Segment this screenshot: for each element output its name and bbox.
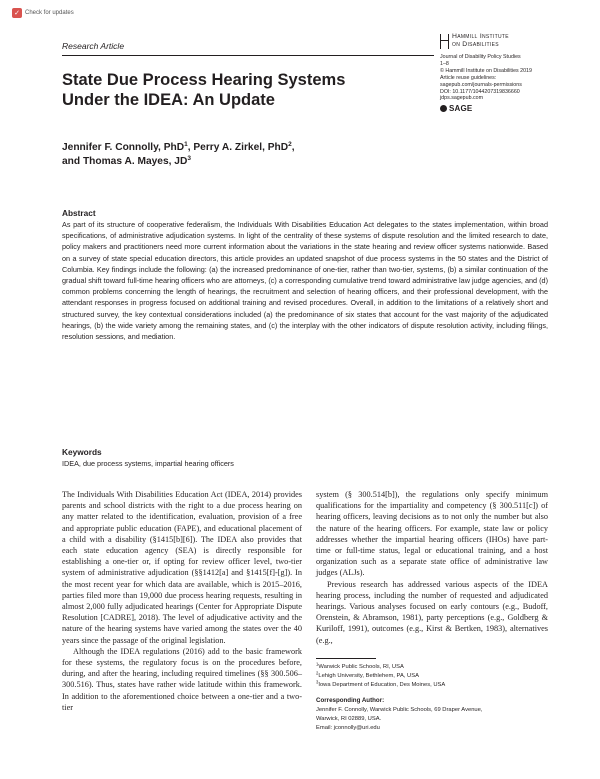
author-name: Thomas A. Mayes, JD (82, 156, 188, 167)
author-name: Perry A. Zirkel, PhD (193, 142, 289, 153)
corresponding-author-line: Jennifer F. Connolly, Warwick Public Schools, 69 Draper Avenue, (316, 707, 483, 713)
affiliation-item: $^3$Iowa Department of Education, Des Moines, USA (316, 679, 446, 688)
article-title: State Due Process Hearing Systems Under the IDEA: An Update (62, 71, 346, 109)
author-affiliation-mark: 2 (288, 141, 292, 148)
article-type: Research Article (62, 41, 125, 51)
check-for-updates-badge[interactable] (12, 8, 74, 18)
check-for-updates-label: Check for updates (25, 10, 74, 16)
crossmark-icon: ✓ (12, 8, 22, 18)
sage-logo-icon (440, 105, 447, 112)
keywords-text: IDEA, due process systems, impartial hearing officers (62, 459, 234, 468)
abstract-text: As part of its structure of cooperative federalism, the Individuals With Disabilities Education Act delegates to the states implementation, within broad specifications, of administrative adjudication systems. In light of the centrality of these systems of dispute resolution and the limited research to date, policy makers and practitioners need more current information about the variations in the state hearing and review officer systems nationwide. Based on a survey of state special education directors, this article provides an updated snapshot of due process systems in the 50 states and the District of Columbia. Key findings include the following: (a) the increased predominance of one-tier, rather than two-tier, systems, (b) a similar continuation of the gradual shift toward full-time hearing officers who are attorneys, (c) a corresponding cumulative trend toward administrative law judge agencies, and (d) common problems concerning the length of hearings, the recruitment and selection of hearing officers, and their professional development, with the attendant responses in progress focused on additional training and revised procedures. Overall, in addition to the limitations of a relatively short and structured survey, the key contextual considerations included (a) the predominance of six states that account for the vast majority of the adjudicated hearings, (b) the wide variety among the remaining states, and (c) the interplay with the other indicators of dispute resolution activity, including filings, resolution sessions, and mediation. (62, 220, 548, 342)
publisher-line-2: on Disabilities (452, 41, 499, 48)
author-affiliation-mark: 1 (184, 141, 188, 148)
hammill-institute-icon (440, 34, 449, 49)
body-paragraph: Previous research has addressed various aspects of the IDEA hearing process, including the number of requested and adjudicated hearings. Various analyses focused on early contours (e.g., Budoff, Orenstein, & Abramson, 1981), party perceptions (e.g., Goldberg & Kuriloff, 1991), outcomes (e.g., Kirst & Bertken, 1983), alternatives (e.g., (316, 579, 548, 645)
footnote-divider (316, 658, 376, 659)
publisher-line-1: Hammill Institute (452, 33, 509, 40)
corresponding-author-details (316, 706, 556, 732)
journal-copyright: © Hammill Institute on Disabilities 2019 (440, 67, 532, 74)
corresponding-author-heading: Corresponding Author: (316, 697, 385, 704)
body-column-right (316, 489, 548, 646)
reuse-guidelines-label: Article reuse guidelines: (440, 74, 497, 81)
body-paragraph: Although the IDEA regulations (2016) add to the basic framework for these systems, the regulatory focus is on the procedures before, during, and after the hearing, including required timelines (§§ 300.506–300.516). Thus, states have rather wide latitude within this framework. In addition to the aforementioned choice between a one-tier and a two-tier (62, 646, 302, 712)
affiliation-item: $^2$Lehigh University, Bethlehem, PA, USA (316, 670, 419, 679)
body-paragraph: system (§ 300.514[b]), the regulations only specify minimum qualifications for the impartiality and competency (§ 300.511[c]) of hearing officers, leaving decisions as to not only the number but also the nature of the hearing officers. For example, state law or policy addresses whether the impartial hearing officers (IHOs) have part-time or full-time status, legal or educational training, and a host organization such as a separate state office of administrative law judges (ALJs). (316, 490, 548, 578)
affiliations (316, 663, 556, 689)
header-divider (62, 55, 434, 56)
sage-wordmark: SAGE (449, 104, 473, 114)
body-column-left (62, 489, 302, 713)
corresponding-author-line: Warwick, RI 02889, USA. (316, 715, 382, 722)
sage-logo (440, 104, 590, 113)
journal-info-box (440, 33, 590, 113)
journal-name: Journal of Disability Policy Studies (440, 54, 521, 60)
author-list: Jennifer F. Connolly, PhD$^1$, Perry A. Zirkel, PhD$^2$, and Thomas A. Mayes, $JD^3$ (62, 141, 295, 167)
hammill-institute-logo (440, 33, 590, 49)
journal-url[interactable]: jdps.sagepub.com (440, 95, 483, 102)
author-affiliation-mark: 3 (187, 155, 191, 162)
reuse-guidelines-link[interactable]: sagepub.com/journals-permissions (440, 81, 522, 88)
abstract-heading: Abstract (62, 208, 96, 218)
keywords-heading: Keywords (62, 447, 102, 457)
journal-pages: 1–8 (440, 60, 449, 67)
body-paragraph: The Individuals With Disabilities Education Act (IDEA, 2014) provides parents and school districts with the right to a due process hearing on any matter related to the identification, evaluation, provision of a free and appropriate public education (FAPE), and educational placement of a child with a disability (§1415[b][6]). The IDEA also provides that each state education agency (SEA) is directly responsible for establishing a one-tier or, if opting for review officer level, two-tier system of administrative adjudication (§§1412[a] and §1415[f]-[g]). In the most recent year for which data are available, which is 2015–2016, parties filed more than 19,000 due process hearing requests, resulting in almost 2,000 fully adjudicated hearings (Center for Appropriate Dispute Resolution [CADRE], 2018). The level of adjudicative activity and the nature of the hearing systems have varied among the states over the 40 years since the passage of the original legislation. (62, 490, 302, 645)
article-doi[interactable]: DOI: 10.1177/1044207319836660 (440, 88, 520, 95)
author-name: Jennifer F. Connolly, PhD (62, 142, 185, 153)
corresponding-author-email[interactable]: Email: jconnolly@uri.edu (316, 724, 380, 731)
affiliation-item: $^1$Warwick Public Schools, RI, USA (316, 661, 404, 670)
